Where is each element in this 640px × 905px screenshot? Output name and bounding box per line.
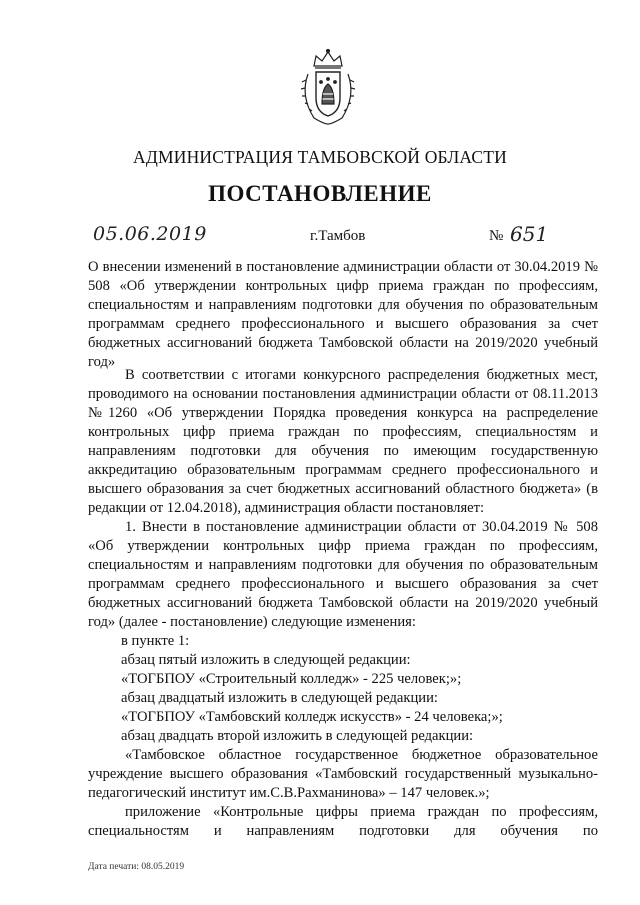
coat-of-arms-emblem bbox=[296, 46, 360, 126]
body-paragraph: «ТОГБПОУ «Тамбовский колледж искусств» - 24 человека;»; bbox=[121, 709, 503, 725]
body-paragraph: В соответствии с итогами конкурсного распределения бюджетных мест, проводимого на основании постановления администрации области от 08.11.2013 №1260 «Об утверждении Порядка проведения конкурса на распределение контрольных цифр приема граждан по профессиям, специальностям и направлениям подготовки для обучения по имеющим государственную аккредитацию образовательным программам среднего профессионального и высшего образования за счет бюджетных ассигнований областного бюджета» (в редакции от 12.04.2018), администрация области постановляет: bbox=[88, 367, 598, 516]
document-number-label: № bbox=[489, 228, 504, 244]
body-paragraph: абзац двадцать второй изложить в следующей редакции: bbox=[121, 728, 474, 744]
body-paragraph: «ТОГБПОУ «Строительный колледж» - 225 человек;»; bbox=[121, 671, 462, 687]
body-paragraph: абзац двадцатый изложить в следующей редакции: bbox=[121, 690, 438, 706]
document-place: г.Тамбов bbox=[310, 228, 366, 244]
document-subject: О внесении изменений в постановление администрации области от 30.04.2019 № 508 «Об утверждении контрольных цифр приема граждан по профессиям, специальностям и направлениям подготовки для обучения по образовательным программам среднего профессионального и высшего образования за счет бюджетных ассигнований бюджета Тамбовской области на 2019/2020 учебный год» bbox=[88, 259, 598, 370]
body-paragraph: в пункте 1: bbox=[121, 633, 190, 649]
print-date: Дата печати: 08.05.2019 bbox=[88, 862, 185, 872]
body-paragraph: абзац пятый изложить в следующей редакции: bbox=[121, 652, 411, 668]
body-paragraph: приложение «Контрольные цифры приема граждан по профессиям, специальностям и направлениям подготовки для обучения по bbox=[88, 804, 598, 839]
body-paragraph: «Тамбовское областное государственное бюджетное образовательное учреждение высшего образования «Тамбовский государственный музыкально-педагогический институт им.С.В.Рахманинова» – 147 человек.»; bbox=[88, 747, 598, 801]
handwritten-date: 05.06.2019 bbox=[93, 223, 207, 245]
body-paragraph: 1. Внести в постановление администрации области от 30.04.2019 № 508 «Об утверждении контрольных цифр приема граждан по профессиям, специальностям и направлениям подготовки для обучения по образовательным программам среднего профессионального и высшего образования за счет бюджетных ассигнований бюджета Тамбовской области на 2019/2020 учебный год» (далее - постановление) следующие изменения: bbox=[88, 519, 598, 630]
document-type-title: ПОСТАНОВЛЕНИЕ bbox=[208, 181, 432, 206]
organization-name: АДМИНИСТРАЦИЯ ТАМБОВСКОЙ ОБЛАСТИ bbox=[133, 147, 507, 167]
handwritten-document-number: 651 bbox=[510, 222, 549, 246]
document-body bbox=[88, 366, 598, 841]
